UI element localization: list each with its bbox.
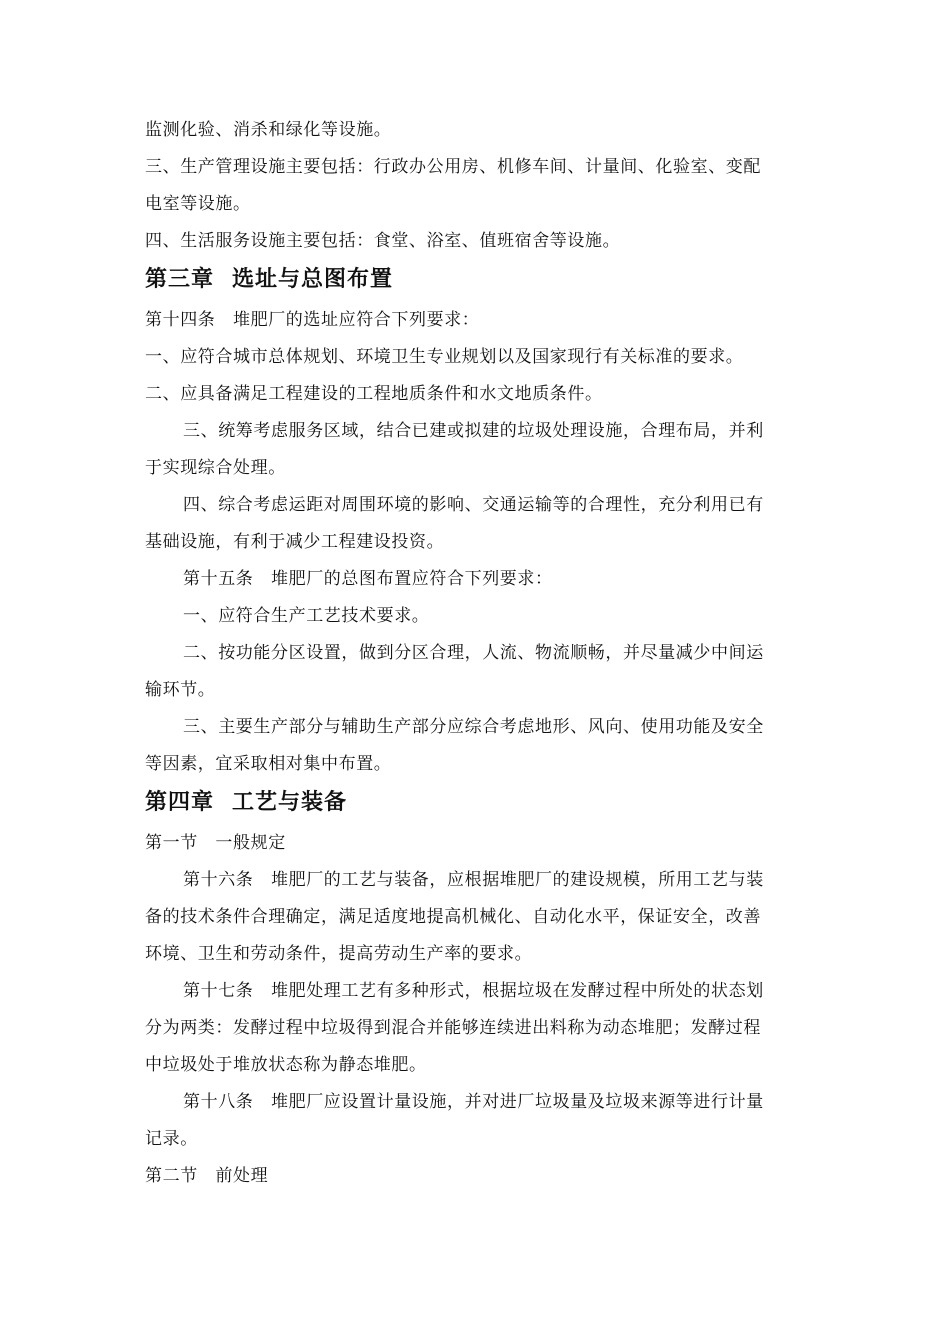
paragraph-line: 中垃圾处于堆放状态称为静态堆肥。 (145, 1055, 427, 1075)
paragraph-line: 二、按功能分区设置，做到分区合理，人流、物流顺畅，并尽量减少中间运 (183, 643, 764, 663)
paragraph-line: 备的技术条件合理确定，满足适度地提高机械化、自动化水平，保证安全，改善 (145, 907, 761, 927)
chapter-number: 第四章 (145, 790, 215, 815)
paragraph-line: 环境、卫生和劳动条件，提高劳动生产率的要求。 (145, 944, 533, 964)
paragraph-line: 分为两类：发酵过程中垃圾得到混合并能够连续进出料称为动态堆肥；发酵过程 (145, 1018, 761, 1038)
paragraph-line: 电室等设施。 (145, 194, 251, 214)
article-line: 第十七条 堆肥处理工艺有多种形式，根据垃圾在发酵过程中所处的状态划 (183, 981, 764, 1001)
paragraph-line: 三、主要生产部分与辅助生产部分应综合考虑地形、风向、使用功能及安全 (183, 717, 764, 737)
article-line: 第十五条 堆肥厂的总图布置应符合下列要求： (183, 569, 553, 589)
paragraph-line: 于实现综合处理。 (145, 458, 286, 478)
article-line: 第十四条 堆肥厂的选址应符合下列要求： (145, 310, 480, 330)
paragraph-line: 四、生活服务设施主要包括：食堂、浴室、值班宿舍等设施。 (145, 231, 621, 251)
section-heading: 第一节 一般规定 (145, 833, 286, 853)
chapter-heading-3 (145, 260, 807, 300)
paragraph-line: 四、综合考虑运距对周围环境的影响、交通运输等的合理性，充分利用已有 (183, 495, 764, 515)
paragraph-line: 二、应具备满足工程建设的工程地质条件和水文地质条件。 (145, 384, 603, 404)
paragraph-line: 三、生产管理设施主要包括：行政办公用房、机修车间、计量间、化验室、变配 (145, 157, 761, 177)
chapter-number: 第三章 (145, 267, 215, 292)
document-page (145, 112, 807, 1195)
paragraph-line: 一、应符合生产工艺技术要求。 (183, 606, 430, 626)
paragraph-line: 记录。 (145, 1129, 198, 1149)
paragraph-line: 等因素，宜采取相对集中布置。 (145, 754, 392, 774)
chapter-heading-4 (145, 783, 807, 823)
chapter-title: 工艺与装备 (232, 790, 348, 815)
paragraph-line: 基础设施，有利于减少工程建设投资。 (145, 532, 445, 552)
article-line: 第十六条 堆肥厂的工艺与装备，应根据堆肥厂的建设规模，所用工艺与装 (183, 870, 764, 890)
paragraph-line: 输环节。 (145, 680, 216, 700)
chapter-title: 选址与总图布置 (232, 267, 394, 292)
paragraph-line: 一、应符合城市总体规划、环境卫生专业规划以及国家现行有关标准的要求。 (145, 347, 744, 367)
section-heading: 第二节 前处理 (145, 1166, 269, 1186)
article-line: 第十八条 堆肥厂应设置计量设施，并对进厂垃圾量及垃圾来源等进行计量 (183, 1092, 764, 1112)
paragraph-line: 监测化验、消杀和绿化等设施。 (145, 120, 392, 140)
paragraph-line: 三、统筹考虑服务区域，结合已建或拟建的垃圾处理设施，合理布局，并利 (183, 421, 764, 441)
